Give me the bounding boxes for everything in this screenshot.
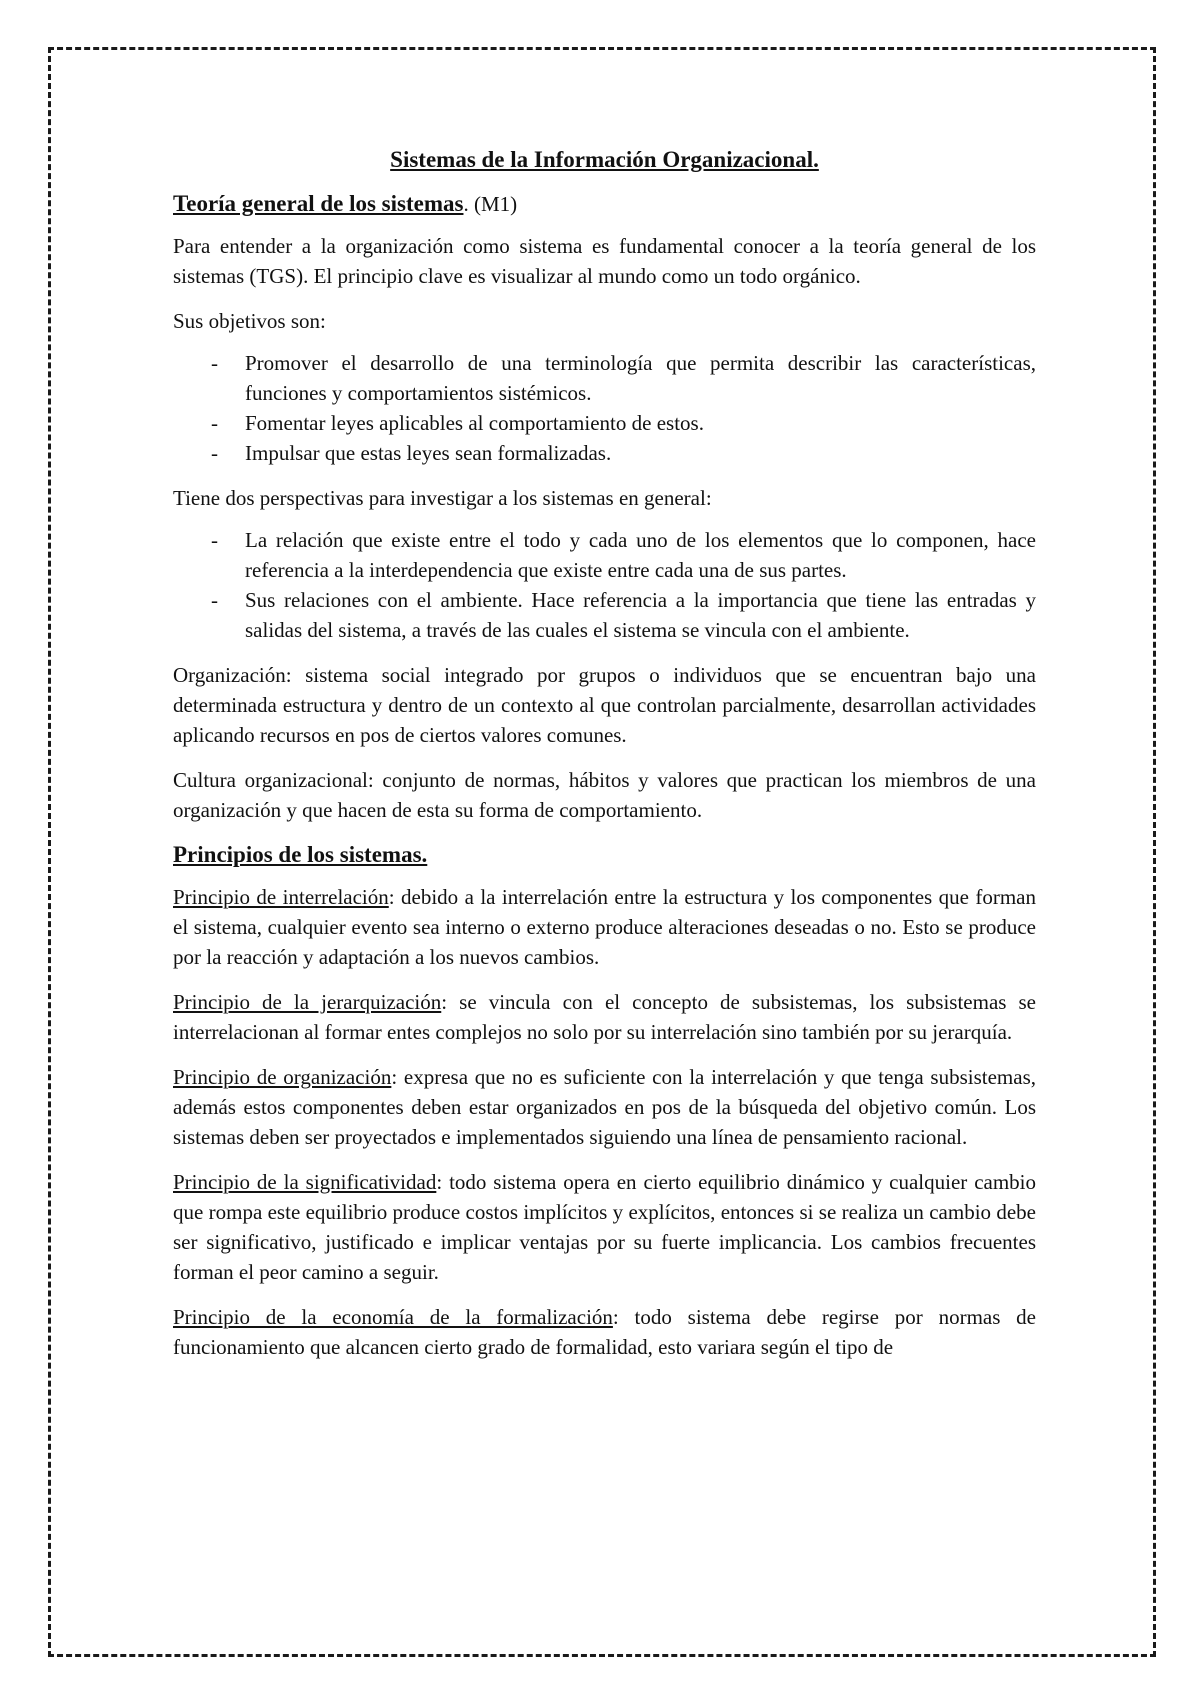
principle-term: Principio de la jerarquización <box>173 990 442 1014</box>
principle-text: : todo sistema opera en cierto equilibrio dinámico y cualquier cambio que rompa este equilibrio produce costos implícitos y explícitos, entonces si se realiza un cambio debe ser significativo, justificado e implicar ventajas por su fuerte implicancia. Los cambios frecuentes forman el peor camino a seguir. <box>173 1170 1037 1284</box>
list-item <box>173 585 1036 645</box>
principle-paragraph <box>173 882 1036 972</box>
principle-text: : debido a la interrelación entre la estructura y los componentes que forman el sistema, cualquier evento sea interno o externo produce alteraciones deseadas o no. Esto se produce por la reacción y adaptación a los nuevos cambios. <box>173 885 1036 969</box>
principle-text: : expresa que no es suficiente con la interrelación y que tenga subsistemas, además estos componentes deben estar organizados en pos de la búsqueda del objetivo común. Los sistemas deben ser proyectados e implementados siguiendo una línea de pensamiento racional. <box>173 1065 1037 1149</box>
principle-paragraph <box>173 1062 1036 1152</box>
dash-bullet: - <box>211 411 218 435</box>
principle-paragraph <box>173 1302 1036 1362</box>
list-item-text: Impulsar que estas leyes sean formalizadas. <box>245 441 612 465</box>
list-item-text: Sus relaciones con el ambiente. Hace referencia a la importancia que tiene las entradas y salidas del sistema, a través de las cuales el sistema se vincula con el ambiente. <box>245 588 1036 642</box>
principle-term: Principio de la economía de la formalización <box>173 1305 613 1329</box>
dash-bullet: - <box>211 441 218 465</box>
list-item <box>173 348 1036 408</box>
principle-text: : se vincula con el concepto de subsistemas, los subsistemas se interrelacionan al formar entes complejos no solo por su interrelación sino también por su jerarquía. <box>173 990 1036 1044</box>
tgs-intro-paragraph: Para entender a la organización como sistema es fundamental conocer a la teoría general de los sistemas (TGS). El principio clave es visualizar al mundo como un todo orgánico. <box>173 234 1036 288</box>
principle-text: : todo sistema debe regirse por normas de funcionamiento que alcancen cierto grado de formalidad, esto variara según el tipo de <box>173 1305 1037 1359</box>
cultura-definition: Cultura organizacional: conjunto de normas, hábitos y valores que practican los miembros de una organización y que hacen de esta su forma de comportamiento. <box>173 768 1036 822</box>
perspectives-lead: Tiene dos perspectivas para investigar a los sistemas en general: <box>173 486 712 510</box>
list-item <box>173 408 1036 438</box>
section-heading-tgs <box>173 189 1036 219</box>
objectives-lead: Sus objetivos son: <box>173 309 326 333</box>
principle-term: Principio de interrelación <box>173 885 389 909</box>
objectives-list <box>173 348 1036 468</box>
principle-term: Principio de la significatividad <box>173 1170 437 1194</box>
dash-bullet: - <box>211 588 218 612</box>
principle-paragraph <box>173 987 1036 1047</box>
principle-term: Principio de organización <box>173 1065 392 1089</box>
organizacion-definition: Organización: sistema social integrado por grupos o individuos que se encuentran bajo una determinada estructura y dentro de un contexto al que controlan parcialmente, desarrollan actividades aplicando recursos en pos de ciertos valores comunes. <box>173 663 1036 747</box>
list-item-text: Promover el desarrollo de una terminología que permita describir las características, funciones y comportamientos sistémicos. <box>245 351 1036 405</box>
list-item-text: Fomentar leyes aplicables al comportamiento de estos. <box>245 411 704 435</box>
section-heading-principios-text: Principios de los sistemas. <box>173 842 428 867</box>
perspectives-list <box>173 525 1036 645</box>
dash-bullet: - <box>211 351 218 375</box>
section-heading-principios <box>173 840 1036 870</box>
section-heading-tgs-note: . (M1) <box>463 192 518 216</box>
document-title: Sistemas de la Información Organizacional. <box>390 147 819 172</box>
dash-bullet: - <box>211 528 218 552</box>
section-heading-tgs-text: Teoría general de los sistemas <box>173 191 464 216</box>
document-body <box>173 145 1036 1377</box>
list-item <box>173 525 1036 585</box>
list-item-text: La relación que existe entre el todo y cada uno de los elementos que lo componen, hace referencia a la interdependencia que existe entre cada una de sus partes. <box>245 528 1036 582</box>
principle-paragraph <box>173 1167 1036 1287</box>
list-item <box>173 438 1036 468</box>
